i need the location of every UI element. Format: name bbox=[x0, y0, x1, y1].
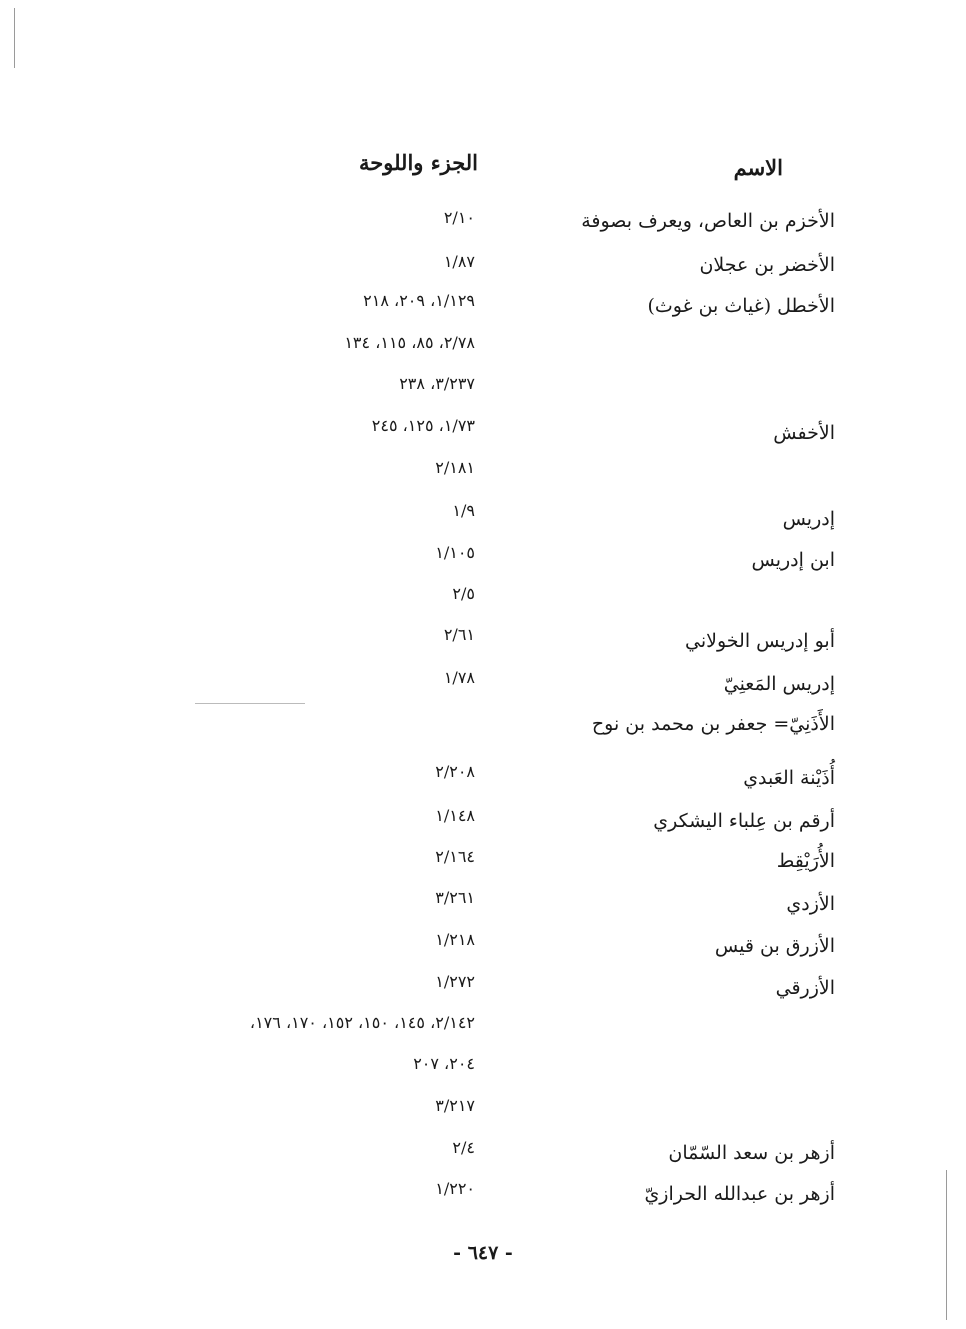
entry-ref: ٢/١٦٤ bbox=[435, 847, 475, 866]
entry-ref: ١/١٤٨ bbox=[435, 806, 475, 825]
entry-ref: ٢/١٠ bbox=[443, 208, 475, 227]
entry-ref: ٣/٢١٧ bbox=[435, 1096, 475, 1115]
entry-ref: ٢/٧٨، ٨٥، ١١٥، ١٣٤ bbox=[344, 333, 475, 352]
page-edge-line-left bbox=[14, 8, 15, 68]
entry-ref: ٢/١٨١ bbox=[435, 458, 475, 477]
entry-ref: ١/٧٨ bbox=[443, 668, 475, 687]
entry-name: الأَذَنِيّ= جعفر بن محمد بن نوح bbox=[591, 713, 835, 735]
entry-ref: ٢/١٤٢، ١٤٥، ١٥٠، ١٥٢، ١٧٠، ١٧٦، bbox=[249, 1013, 475, 1032]
entry-ref: ٢/٥ bbox=[452, 584, 475, 603]
entry-name: أرقم بن عِلباء اليشكري bbox=[653, 810, 835, 832]
name-column-header: الاسم bbox=[733, 155, 783, 180]
entry-name: الأزرق بن قيس bbox=[714, 935, 835, 957]
entry-ref: ١/٢١٨ bbox=[435, 930, 475, 949]
entry-ref: ١/٢٧٢ bbox=[435, 972, 475, 991]
entry-ref: ١/٧٣، ١٢٥، ٢٤٥ bbox=[371, 416, 475, 435]
entry-ref: ٢٠٤، ٢٠٧ bbox=[413, 1054, 475, 1073]
entry-name: الأخضر بن عجلان bbox=[699, 254, 835, 276]
page-number: - ٦٤٧ - bbox=[453, 1242, 513, 1264]
entry-name: الأزدي bbox=[786, 893, 835, 915]
entry-name: الأخطل (غياث بن غوث) bbox=[647, 295, 835, 317]
entry-ref: ١/٨٧ bbox=[443, 252, 475, 271]
entry-ref: ١/٩ bbox=[452, 501, 475, 520]
entry-ref: ١/١٠٥ bbox=[435, 543, 475, 562]
entry-name: أُذَيْنة العَبدي bbox=[743, 767, 835, 789]
entry-name: الأزرقي bbox=[775, 977, 835, 999]
entry-name: أزهر بن عبدالله الحرازيّ bbox=[644, 1183, 835, 1205]
entry-ref: ١/١٢٩، ٢٠٩، ٢١٨ bbox=[363, 291, 475, 310]
reference-column-header: الجزء واللوحة bbox=[359, 150, 478, 175]
entry-ref: ٢/٦١ bbox=[443, 625, 475, 644]
entry-ref: ٣/٢٣٧، ٢٣٨ bbox=[399, 374, 475, 393]
entry-name: الأخزم بن العاص، ويعرف بصوفة bbox=[581, 210, 835, 232]
entry-ref: ٢/٤ bbox=[452, 1138, 475, 1157]
entry-ref: ٢/٢٠٨ bbox=[435, 762, 475, 781]
entry-name: إدريس bbox=[782, 508, 835, 530]
entry-ref: ١/٢٢٠ bbox=[435, 1179, 475, 1198]
entry-name: الأخفش bbox=[773, 422, 835, 444]
scan-mark bbox=[195, 703, 305, 704]
entry-name: الأُرَيْقِط bbox=[776, 850, 835, 872]
entry-name: أزهر بن سعد السّمّان bbox=[668, 1142, 835, 1164]
entry-name: ابن إدريس bbox=[751, 549, 835, 571]
entry-name: إدريس المَعنِيّ bbox=[723, 673, 835, 695]
entry-ref: ٣/٢٦١ bbox=[435, 888, 475, 907]
entry-name: أبو إدريس الخولاني bbox=[685, 630, 835, 652]
